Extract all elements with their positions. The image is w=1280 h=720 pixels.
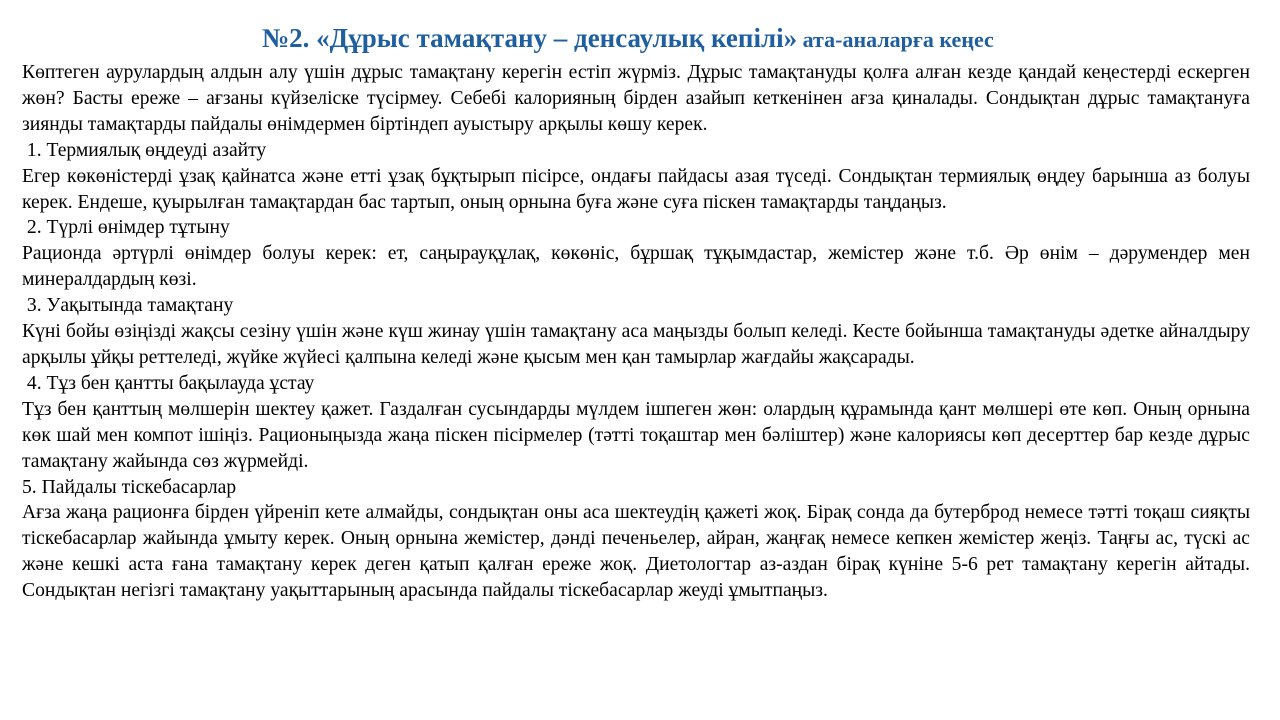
intro-paragraph: Көптеген аурулардың алдын алу үшін дұрыс тамақтану керегін естіп жүрміз. Дұрыс тамақтануды қолға алған кезде қандай кеңестерді ескерген жөн? Басты ереже – ағзаны күйзеліске түсірмеу. Себебі калорияның бірден азайып кеткенінен ағза қиналады. Сондықтан дұрыс тамақтануға зиянды тамақтарды пайдалы өнімдермен біртіндеп ауыстыру арқылы көшу керек.: [22, 62, 1250, 135]
section-5-heading: 5. Пайдалы тіскебасарлар: [22, 476, 237, 498]
section-2-heading: 2. Түрлі өнімдер тұтыну: [22, 217, 230, 239]
section-3-body: Күні бойы өзіңізді жақсы сезіну үшін және күш жинау үшін тамақтану аса маңызды болып келеді. Кесте бойынша тамақтануды әдетке айналдыру арқылы ұйқы реттеледі, жүйке жүйесі қалпына келеді және қысым мен қан тамырлар жағдайы жақсарады.: [22, 321, 1250, 368]
title-subtitle: ата-аналарға кеңес: [797, 27, 994, 52]
page-title: [262, 20, 1262, 61]
section-1-body: Егер көкөністерді ұзақ қайнатса және етті ұзақ бұқтырып пісірсе, ондағы пайдасы азая түседі. Сондықтан термиялық өңдеу барынша аз болуы керек. Ендеше, қуырылған тамақтардан бас тартып, оның орнына буға және суға піскен тамақтарды таңдаңыз.: [22, 165, 1250, 213]
title-main: №2. «Дұрыс тамақтану – денсаулық кепілі»: [262, 23, 798, 53]
section-4-heading: 4. Тұз бен қантты бақылауда ұстау: [22, 372, 315, 394]
section-1-heading: 1. Термиялық өңдеуді азайту: [22, 139, 267, 161]
section-3-heading: 3. Уақытында тамақтану: [22, 295, 234, 317]
document-body: [22, 60, 1250, 604]
section-5-body: Ағза жаңа рационға бірден үйреніп кете алмайды, сондықтан оны аса шектеудің қажеті жоқ. Бірақ сонда да бутерброд немесе тәтті тоқаш сияқты тіскебасарлар жайында ұмыту керек. Оның орнына жемістер, дәнді печеньелер, айран, жаңғақ немесе кепкен жемістер жеңіз. Таңғы ас, түскі ас және кешкі аста ғана тамақтану керек деген қатып қалған ереже жоқ. Диетологтар аз-аздан бірақ күніне 5-6 рет тамақтану керегін айтады. Сондықтан негізгі тамақтану уақыттарының арасында пайдалы тіскебасарлар жеуді ұмытпаңыз.: [22, 502, 1250, 602]
section-2-body: Рационда әртүрлі өнімдер болуы керек: ет, саңырауқұлақ, көкөніс, бұршақ тұқымдастар, жемістер және т.б. Әр өнім – дәрумендер мен минералдардың көзі.: [22, 243, 1250, 291]
section-4-body: Тұз бен қанттың мөлшерін шектеу қажет. Газдалған сусындарды мүлдем ішпеген жөн: олардың құрамында қант мөлшері өте көп. Оның орнына көк шай мен компот ішіңіз. Рационыңызда жаңа піскен пісірмелер (тәтті тоқаштар мен бәліштер) және калориясы көп десерттер бар кезде дұрыс тамақтану жайында сөз жүрмейді.: [22, 398, 1250, 472]
